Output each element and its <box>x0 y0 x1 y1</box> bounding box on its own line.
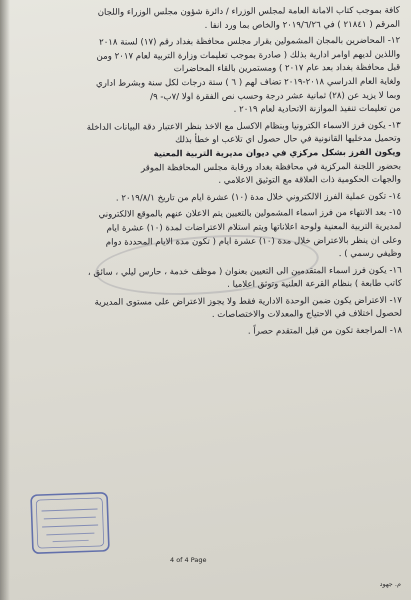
document-body <box>13 5 402 341</box>
text-line: وتحميل مدخليها القانونية في حال حصول اي تلاعب او خطأ بذلك <box>175 133 401 146</box>
item-12-line: ١٢- المحاضرين بالمجان المشمولين بقرار مجلس محافظة بغداد رقم (١٧) لسنة ٢٠١٨ <box>99 35 401 48</box>
text-line: قبل محافظة بغداد بعد عام ٢٠١٧ ) ومستمرين بالقاء المحاضرات <box>173 63 401 75</box>
text-line: واللذين لديهم اوامر ادارية بذلك ( صادرة بموجب تعليمات وزارة التربية لعام ٢٠١٧ ومن <box>96 49 401 62</box>
text-line: ولغاية العام الدراسي ٢٠١٨-٢٠١٩ تضاف لهم ( ٦ ) ستة درجات لكل سنة وبشرط اداري <box>95 76 401 89</box>
text-line: من تعليمات تنفيذ الموازنة الاتحادية لعام ٢٠١٩ . <box>233 103 401 115</box>
item-18-line: ١٨- المراجعة تكون من قبل المتقدم حصراً . <box>247 325 403 337</box>
text-line: لمديرية التربية المعنية ولوحة اعلاناتها ويتم استلام الاعتراضات لمدة (١٠) عشرة ايام <box>106 221 402 234</box>
item-13-line: ١٣- يكون فرز الاسماء الكترونيا وبنظام الاكسل مع الاخذ بنظر الاعتبار دقة البيانات الداخلة <box>86 120 401 133</box>
handwritten-note: م. جهود <box>379 580 401 588</box>
page-edge-shadow <box>0 0 10 600</box>
item-16-line: ١٦- يكون فرز اسماء المتقدمين الى التعيين بعنوان ( موظف خدمة ، حارس ليلي ، سائق ، <box>87 265 402 278</box>
item-15-line: ١٥- بعد الانتهاء من فرز اسماء المشمولين بالتعيين يتم الاعلان عنهم بالموقع الالكتروني <box>98 207 402 221</box>
text-line: بحضور اللجنة المركزية في محافظة بغداد ورقابة مجلس المحافظة الموقر <box>140 161 401 173</box>
item-17-line: ١٧- الاعتراض يكون ضمن الوحدة الادارية فقط ولا يجوز الاعتراض على مستوى المديرية <box>94 295 402 308</box>
page-number: 4 of 4 Page <box>170 556 207 564</box>
text-line: وبما لا يزيد عن (٢٨) ثمانية عشر درجة وحسب نص الفقرة اولا /٧ب- ٩/ <box>150 90 401 102</box>
text-line: كاتب طابعة ) بنظام القرعة العلنية وتوثق اعلاميا . <box>227 278 402 291</box>
item-14-line: ١٤- تكون عملية الفرز الالكتروني خلال مدة (١٠) عشرة ايام من تاريخ ٢٠١٩/٨/١ . <box>115 191 402 204</box>
text-line: والجهات الحكومية ذات العلاقة مع التوثيق الاعلامي . <box>218 174 402 187</box>
text-line: المرقم ( ٢١٨٤١ ) في ٢٠١٩/٦/٢٦ والخاص بما ورد انفا . <box>204 19 401 31</box>
text-line: لحصول اختلاف في الاحتياج والمعدلات والاختصاصات . <box>211 309 403 321</box>
text-line: وظيفي رسمي ) . <box>338 248 402 260</box>
text-line: كافة بموجب كتاب الامانة العامة لمجلس الوزراء / دائرة شؤون مجلس الوزراء واللجان <box>97 5 400 18</box>
text-line: وعلى ان ينظر بالاعتراض خلال مدة (١٠) عشرة ايام ( تكون مدة الايام المحددة دوام <box>105 235 402 248</box>
text-line-bold: ويكون الفرز بشكل مركزي في ديوان مديرية التربية المعنية <box>153 147 401 160</box>
official-seal-stamp <box>25 484 116 561</box>
